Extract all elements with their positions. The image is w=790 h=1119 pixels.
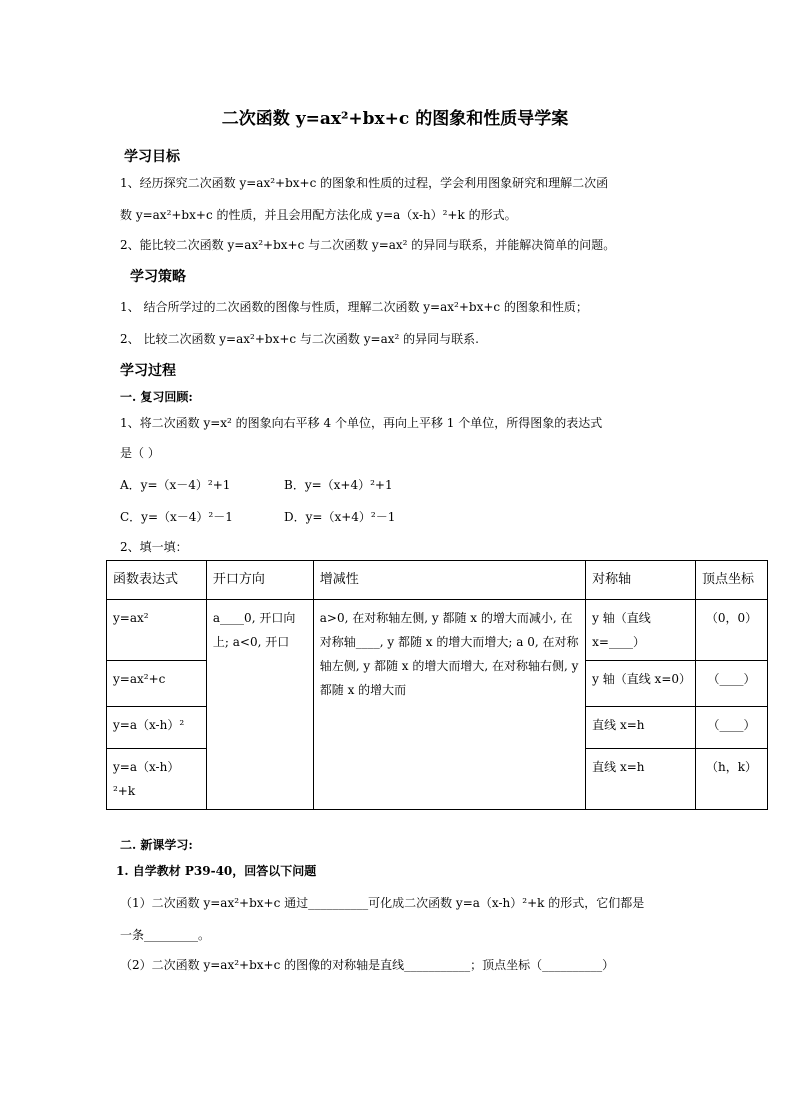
cell-vertex: （____） — [696, 707, 768, 749]
question-1-line-2: 是（ ） — [120, 446, 160, 460]
new-heading: 二. 新课学习: — [120, 838, 193, 852]
option-d: D．y=（x+4）²－1 — [284, 510, 396, 524]
question-1-line-1: 1、将二次函数 y=x² 的图象向右平移 4 个单位，再向上平移 1 个单位，所得图象的表达式 — [120, 416, 603, 430]
cell-expression: y=ax² — [107, 600, 207, 661]
cell-axis: 直线 x=h — [586, 707, 696, 749]
header-expression: 函数表达式 — [107, 561, 207, 600]
new-q1-line-2: 一条_________。 — [120, 928, 211, 942]
header-vertex: 顶点坐标 — [696, 561, 768, 600]
new-q1-line-1: （1）二次函数 y=ax²+bx+c 通过__________可化成二次函数 y=a（x-h）²+k 的形式，它们都是 — [120, 896, 645, 910]
table-header-row — [107, 561, 768, 600]
cell-vertex: （h，k） — [696, 749, 768, 810]
goals-line-3: 2、能比较二次函数 y=ax²+bx+c 与二次函数 y=ax² 的异同与联系，并能解决简单的问题。 — [120, 238, 616, 252]
strategy-line-2: 2、 比较二次函数 y=ax²+bx+c 与二次函数 y=ax² 的异同与联系. — [120, 332, 479, 346]
cell-vertex: （0，0） — [696, 600, 768, 661]
process-heading: 学习过程 — [120, 363, 176, 379]
goals-line-1: 1、经历探究二次函数 y=ax²+bx+c 的图象和性质的过程，学会利用图象研究和理解二次函 — [120, 176, 609, 190]
cell-opening: a____0, 开口向上; a<0, 开口 — [206, 600, 313, 810]
table-row — [107, 600, 768, 661]
page-title: 二次函数 y=ax²+bx+c 的图象和性质导学案 — [221, 109, 569, 129]
header-opening: 开口方向 — [206, 561, 313, 600]
cell-vertex: （____） — [696, 661, 768, 707]
review-heading: 一. 复习回顾: — [120, 390, 193, 404]
goals-line-2: 数 y=ax²+bx+c 的性质，并且会用配方法化成 y=a（x-h）²+k 的形式。 — [120, 208, 517, 222]
cell-axis: y 轴（直线 x=____） — [586, 600, 696, 661]
header-axis: 对称轴 — [586, 561, 696, 600]
cell-expression: y=a（x-h）²+k — [107, 749, 207, 810]
new-subheading: 1. 自学教材 P39-40，回答以下问题 — [116, 864, 317, 878]
cell-axis: y 轴（直线 x=0） — [586, 661, 696, 707]
option-a: A．y=（x－4）²+1 — [120, 478, 231, 492]
question-2: 2、填一填： — [120, 540, 188, 554]
strategy-line-1: 1、 结合所学过的二次函数的图像与性质，理解二次函数 y=ax²+bx+c 的图象和性质； — [120, 300, 588, 314]
new-q2: （2）二次函数 y=ax²+bx+c 的图像的对称轴是直线___________；顶点坐标（__________） — [120, 958, 615, 972]
cell-axis: 直线 x=h — [586, 749, 696, 810]
strategy-heading: 学习策略 — [130, 269, 186, 285]
goals-heading: 学习目标 — [124, 149, 180, 165]
option-c: C．y=（x－4）²－1 — [120, 510, 233, 524]
option-b: B．y=（x+4）²+1 — [284, 478, 393, 492]
header-monotonic: 增减性 — [313, 561, 585, 600]
cell-expression: y=ax²+c — [107, 661, 207, 707]
cell-monotonic: a>0, 在对称轴左侧, y 都随 x 的增大而减小, 在对称轴____, y 都随 x 的增大而增大; a 0, 在对称轴左侧, y 都随 x 的增大而增大, 在对称轴右侧, y 都随 x 的增大而 — [313, 600, 585, 810]
properties-table — [106, 560, 768, 810]
cell-expression: y=a（x-h）² — [107, 707, 207, 749]
